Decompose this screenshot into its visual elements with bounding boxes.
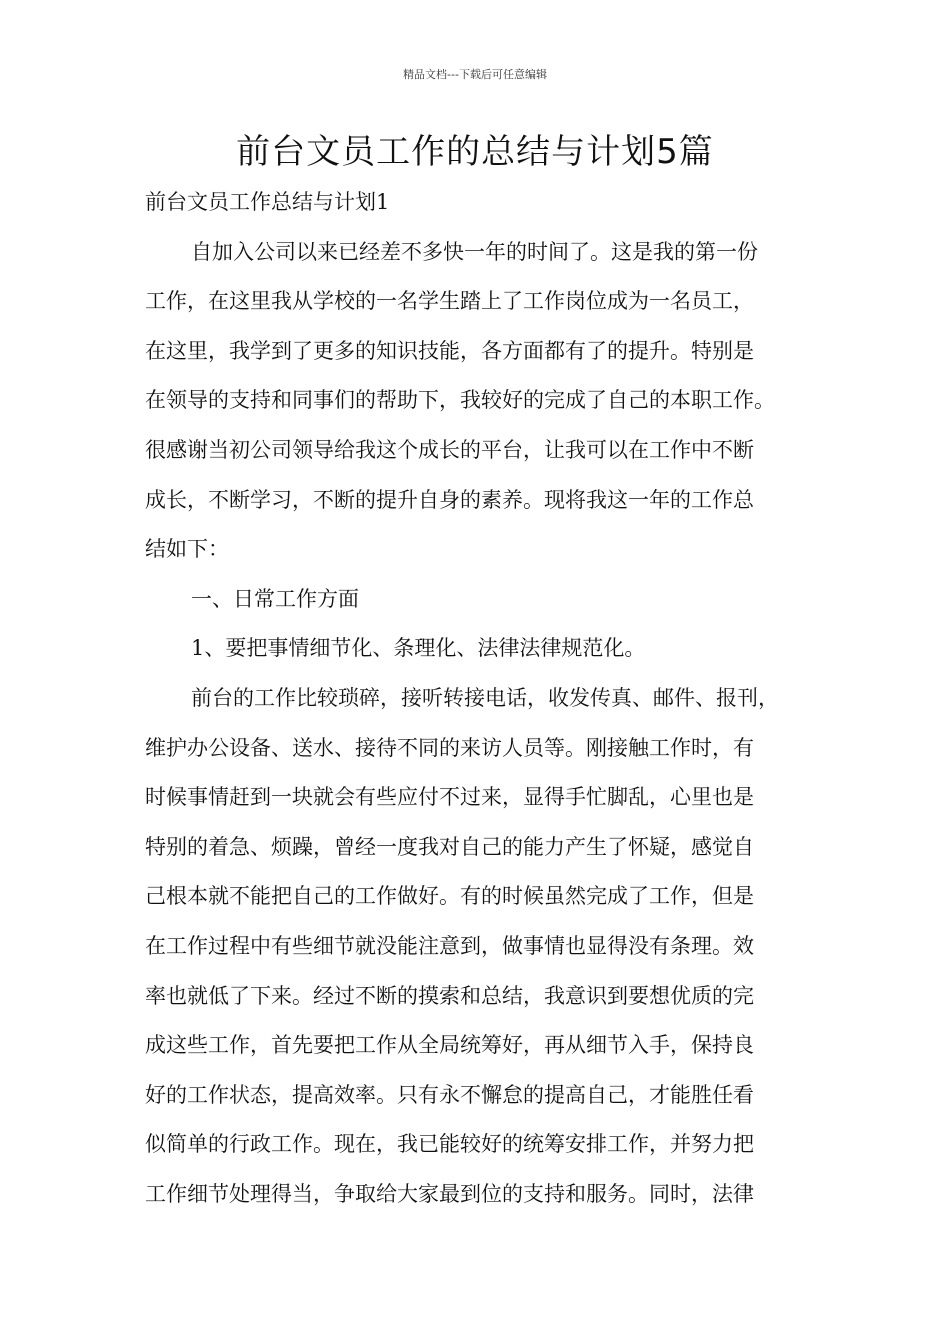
subsection-heading: 一、日常工作方面 [191,586,359,611]
paragraph-line: 似简单的行政工作。现在，我已能较好的统筹安排工作，并努力把 [145,1132,754,1157]
paragraph-line: 维护办公设备、送水、接待不同的来访人员等。刚接触工作时，有 [145,735,754,760]
paragraph-line: 结如下： [145,537,229,562]
paragraph-line: 成长，不断学习，不断的提升自身的素养。现将我这一年的工作总 [145,487,754,512]
document-body [145,178,825,1219]
paragraph-line: 很感谢当初公司领导给我这个成长的平台，让我可以在工作中不断 [145,437,754,462]
document-title: 前台文员工作的总结与计划5篇 [236,132,714,172]
paragraph-line: 前台的工作比较琐碎，接听转接电话，收发传真、邮件、报刊， [191,685,779,710]
paragraph-line: 在工作过程中有些细节就没能注意到，做事情也显得没有条理。效 [145,933,754,958]
paragraph-line: 特别的着急、烦躁，曾经一度我对自己的能力产生了怀疑，感觉自 [145,834,754,859]
paragraph-line: 好的工作状态，提高效率。只有永不懈怠的提高自己，才能胜任看 [145,1082,754,1107]
subsection-heading: 1、要把事情细节化、条理化、法律法律规范化。 [191,636,646,661]
paragraph-line: 在这里，我学到了更多的知识技能，各方面都有了的提升。特别是 [145,338,754,363]
paragraph-line: 率也就低了下来。经过不断的摸索和总结，我意识到要想优质的完 [145,983,754,1008]
paragraph-line: 在领导的支持和同事们的帮助下，我较好的完成了自己的本职工作。 [145,388,775,413]
header-note: 精品文档---下载后可任意编辑 [403,68,547,81]
paragraph-line: 工作，在这里我从学校的一名学生踏上了工作岗位成为一名员工， [145,289,754,314]
paragraph-line: 工作细节处理得当，争取给大家最到位的支持和服务。同时，法律 [145,1181,754,1206]
section-title: 前台文员工作总结与计划1 [145,190,390,214]
paragraph-line: 时候事情赶到一块就会有些应付不过来，显得手忙脚乱，心里也是 [145,785,754,810]
paragraph-line: 自加入公司以来已经差不多快一年的时间了。这是我的第一份 [191,239,758,264]
paragraph-line: 成这些工作，首先要把工作从全局统筹好，再从细节入手，保持良 [145,1033,754,1058]
paragraph-line: 己根本就不能把自己的工作做好。有的时候虽然完成了工作，但是 [145,884,754,909]
